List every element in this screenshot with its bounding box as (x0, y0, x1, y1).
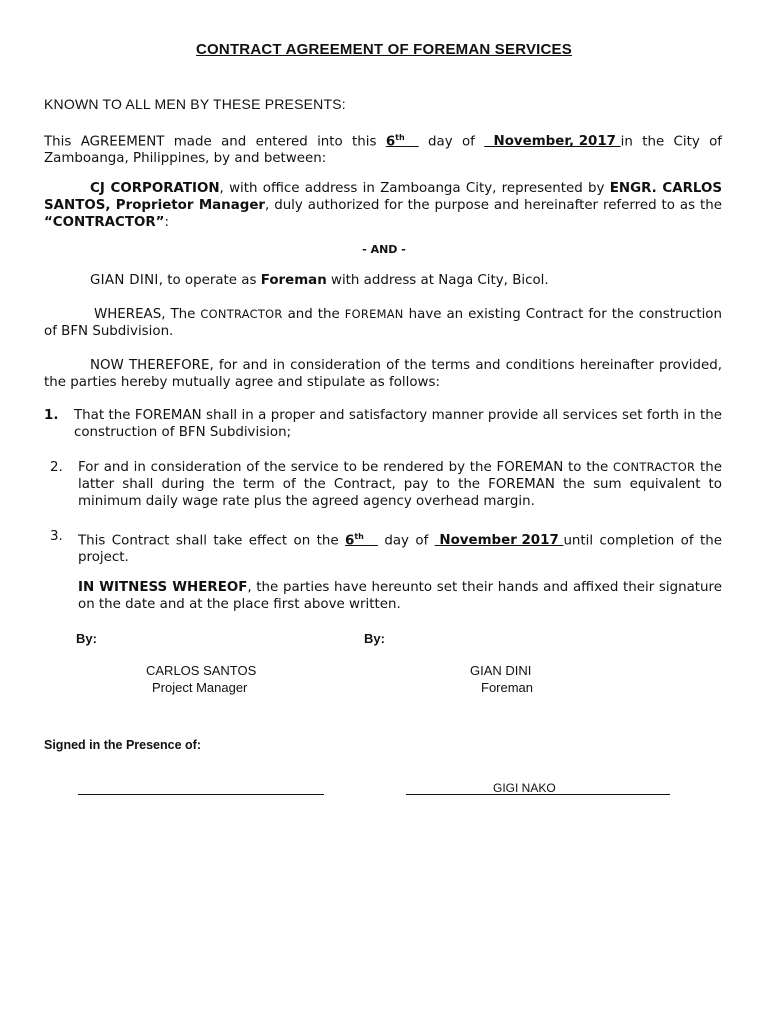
intro-date: November, 2017 (493, 134, 621, 150)
item-3-part-b: day of (377, 533, 435, 549)
item-3-part-a: This Contract shall take effect on the (78, 533, 346, 549)
intro-post: in the City of Zamboanga, Philippines, by and between: (44, 134, 722, 167)
contractor-text2: , duly authorized for the purpose and hereinafter referred to as the (265, 198, 722, 213)
whereas-paragraph (44, 306, 722, 340)
presence-label: Signed in the Presence of: (44, 738, 201, 752)
whereas-p3: have an existing Contract for the construction of BFN Subdivision. (44, 307, 722, 339)
right-signatory-title: Foreman (481, 680, 534, 695)
foreman-role: Foreman (260, 273, 327, 288)
intro-mid: day of (418, 134, 485, 150)
foreman-name: GIAN DINI (90, 273, 159, 288)
whereas-p1: WHEREAS, The (94, 307, 201, 322)
witness-2-name: GIGI NAKO (493, 781, 556, 795)
witness-1-signature-line (78, 794, 324, 795)
item-2-text (78, 459, 722, 510)
item-3-part-c: until completion of the project. (78, 533, 722, 566)
contractor-alias: “CONTRACTOR” (44, 215, 165, 230)
intro-paragraph (44, 129, 722, 167)
foreman-paragraph (44, 272, 722, 289)
whereas-p2: and the (282, 307, 345, 322)
left-signatory-title: Project Manager (152, 680, 248, 695)
item-2-part-c: the latter shall during the term of the Contract, pay to the FOREMAN the sum equivalent to minimum daily wage rate plus the agreed agency overhead margin. (78, 460, 723, 509)
whereas-contractor: CONTRACTOR (200, 307, 283, 321)
now-therefore-paragraph: NOW THEREFORE, for and in consideration of the terms and conditions hereinafter provided, the parties hereby mutually agree and stipulate as follows: (44, 358, 722, 390)
contractor-paragraph (44, 180, 722, 231)
intro-pre: This AGREEMENT made and entered into this (44, 134, 386, 150)
document-title: CONTRACT AGREEMENT OF FOREMAN SERVICES (196, 41, 572, 58)
by-left-label: By: (76, 631, 97, 646)
item-3-date: November 2017 (439, 533, 564, 549)
item-2-contractor: CONTRACTOR (613, 460, 696, 474)
by-right-label: By: (364, 631, 385, 646)
item-3-text (78, 528, 722, 566)
left-signatory-name: CARLOS SANTOS (146, 663, 257, 678)
intro-day: 6th (385, 133, 405, 150)
whereas-foreman: FOREMAN (344, 307, 404, 321)
known-heading: KNOWN TO ALL MEN BY THESE PRESENTS: (44, 96, 346, 112)
item-1-text: That the FOREMAN shall in a proper and satisfactory manner provide all services set forth in the construction of BFN Subdivision; (74, 408, 722, 440)
witness-bold: IN WITNESS WHEREOF (78, 580, 248, 595)
and-separator: - AND - (362, 243, 406, 256)
contractor-rep: ENGR. CARLOS SANTOS, Proprietor Manager (44, 181, 722, 213)
foreman-text1: , to operate as (158, 273, 261, 288)
item-2-number: 2. (50, 460, 63, 475)
foreman-text2: with address at Naga City, Bicol. (326, 273, 549, 288)
witness-text: , the parties have hereunto set their hands and affixed their signature on the date and at the place first above written. (78, 580, 722, 612)
contractor-end: : (164, 215, 169, 230)
item-1-number: 1. (44, 408, 59, 423)
contractor-text1: , with office address in Zamboanga City, represented by (219, 181, 610, 196)
item-3-number: 3. (50, 529, 63, 544)
item-3-day: 6th (345, 532, 364, 549)
contractor-name: CJ CORPORATION (90, 181, 220, 196)
right-signatory-name: GIAN DINI (470, 663, 532, 678)
item-2-part-a: For and in consideration of the service to be rendered by the FOREMAN to the (78, 460, 614, 475)
witness-paragraph (78, 579, 722, 613)
